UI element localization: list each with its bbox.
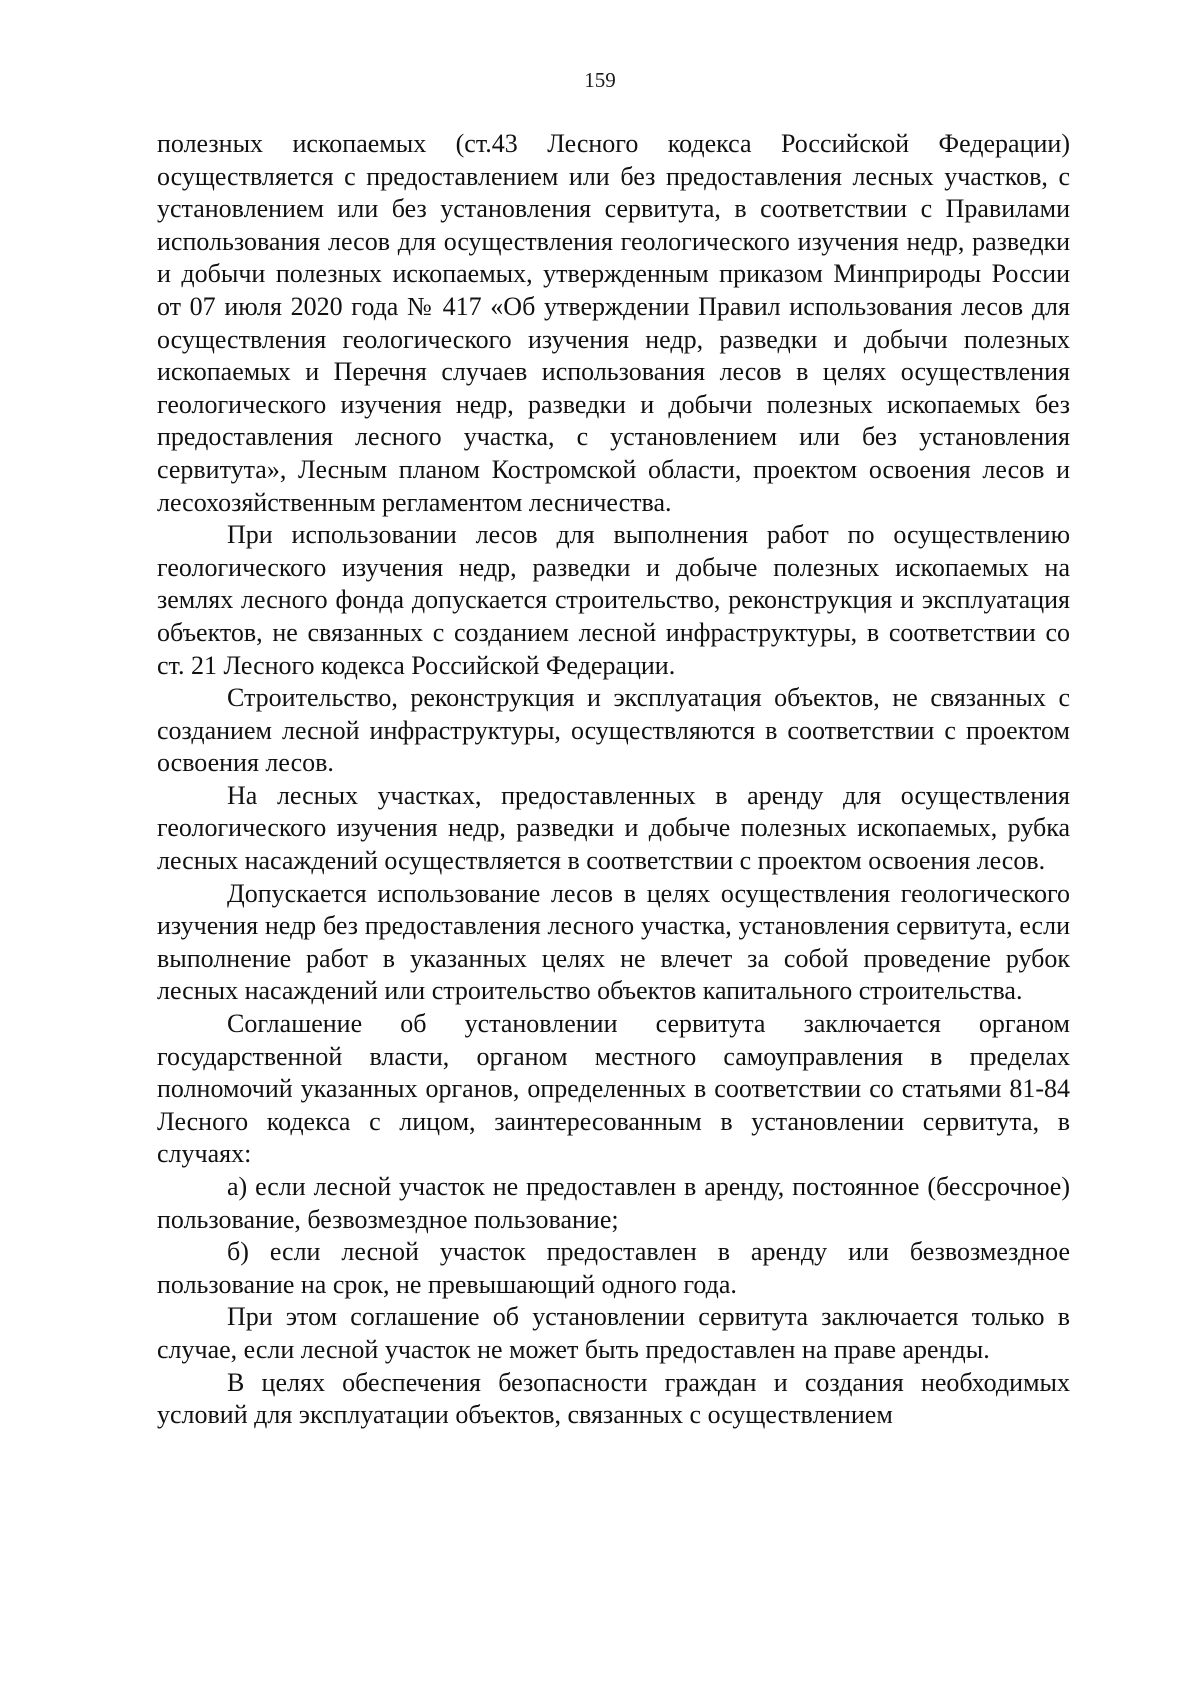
page-number: 159 (584, 68, 616, 92)
paragraph-continuation: полезных ископаемых (ст.43 Лесного кодекса Российской Федерации) осуществляется с предоставлением или без предоставления лесных участков, с установлением или без установления сервитута, в соответствии с Правилами использования лесов для осуществления геологического изучения недр, разведки и добычи полезных ископаемых, утвержденным приказом Минприроды России от 07 июля 2020 года № 417 «Об утверждении Правил использования лесов для осуществления геологического изучения недр, разведки и добычи полезных ископаемых и Перечня случаев использования лесов в целях осуществления геологического изучения недр, разведки и добычи полезных ископаемых без предоставления лесного участка, с установлением или без установления сервитута», Лесным планом Костромской области, проектом освоения лесов и лесохозяйственным регламентом лесничества. (157, 129, 1070, 517)
list-item-b: б) если лесной участок предоставлен в аренду или безвозмездное пользование на срок, не превышающий одного года. (157, 1237, 1070, 1299)
list-item-a: а) если лесной участок не предоставлен в аренду, постоянное (бессрочное) пользование, безвозмездное пользование; (157, 1172, 1070, 1234)
paragraph: При использовании лесов для выполнения работ по осуществлению геологического изучения недр, разведки и добыче полезных ископаемых на землях лесного фонда допускается строительство, реконструкция и эксплуатация объектов, не связанных с созданием лесной инфраструктуры, в соответствии со ст. 21 Лесного кодекса Российской Федерации. (157, 520, 1070, 680)
paragraph: На лесных участках, предоставленных в аренду для осуществления геологического изучения недр, разведки и добыче полезных ископаемых, рубка лесных насаждений осуществляется в соответствии с проектом освоения лесов. (157, 780, 1070, 876)
paragraph: Соглашение об установлении сервитута заключается органом государственной власти, органом местного самоуправления в пределах полномочий указанных органов, определенных в соответствии со статьями 81-84 Лесного кодекса с лицом, заинтересованным в установлении сервитута, в случаях: (157, 1009, 1070, 1169)
paragraph: При этом соглашение об установлении сервитута заключается только в случае, если лесной участок не может быть предоставлен на праве аренды. (157, 1302, 1070, 1364)
paragraph-continues-next-page: В целях обеспечения безопасности граждан и создания необходимых условий для эксплуатации объектов, связанных с осуществлением (157, 1367, 1070, 1430)
document-body (157, 128, 1070, 1432)
paragraph: Допускается использование лесов в целях осуществления геологического изучения недр без предоставления лесного участка, установления сервитута, если выполнение работ в указанных целях не влечет за собой проведение рубок лесных насаждений или строительство объектов капитального строительства. (157, 878, 1070, 1006)
paragraph: Строительство, реконструкция и эксплуатация объектов, не связанных с созданием лесной инфраструктуры, осуществляются в соответствии с проектом освоения лесов. (157, 683, 1070, 778)
